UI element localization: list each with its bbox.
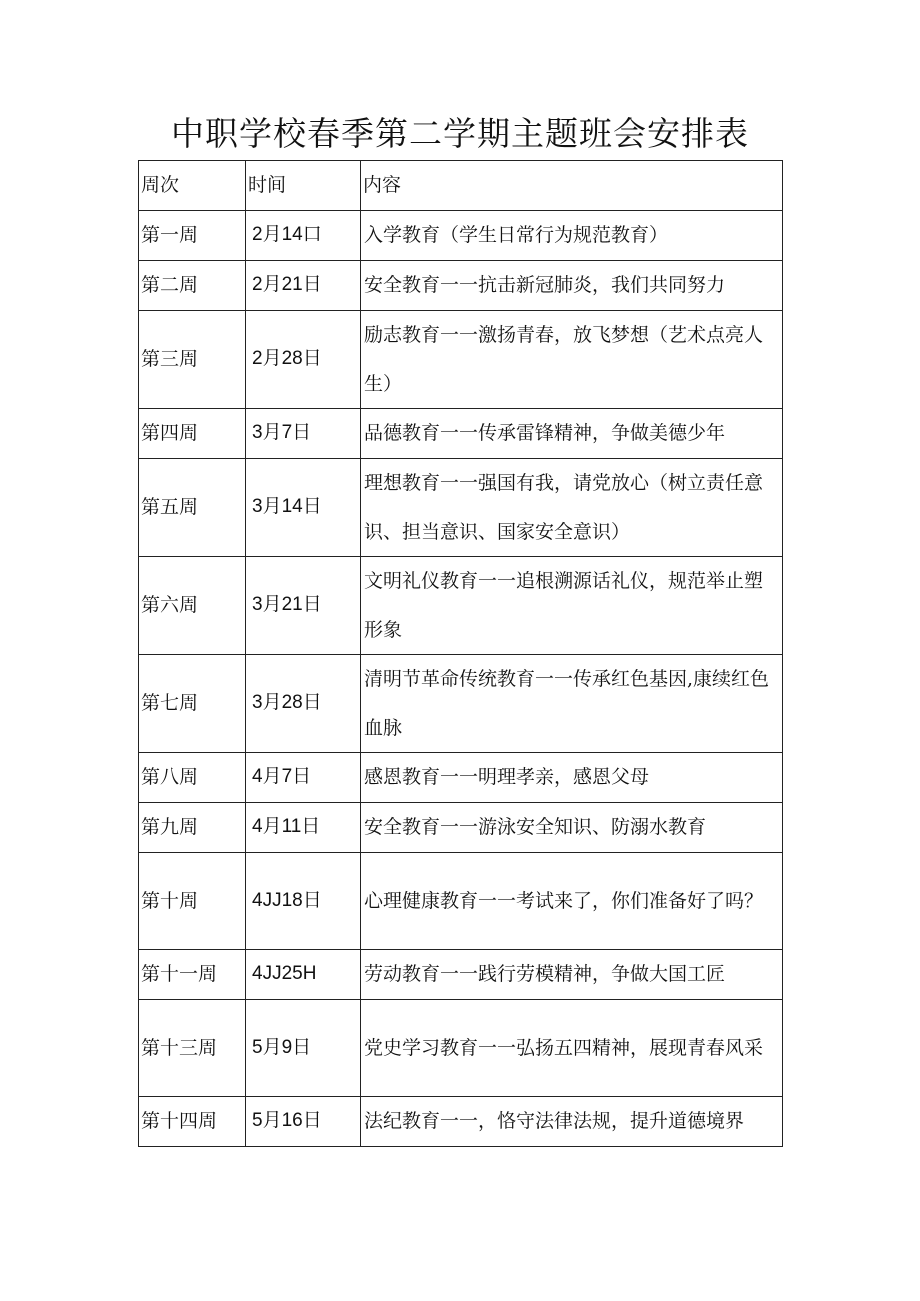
schedule-table xyxy=(138,160,783,1147)
week-cell: 第十四周 xyxy=(139,1097,246,1147)
content-cell: 入学教育（学生日常行为规范教育） xyxy=(361,211,783,261)
header-date: 时间 xyxy=(246,161,361,211)
date-cell: 3月7日 xyxy=(246,409,361,459)
date-cell: 5月9日 xyxy=(246,1000,361,1097)
table-row xyxy=(139,557,783,655)
date-cell: 4JJ25H xyxy=(246,950,361,1000)
content-cell: 励志教育一一激扬青春，放飞梦想（艺术点亮人生） xyxy=(361,311,783,409)
date-cell: 4月7日 xyxy=(246,753,361,803)
content-cell: 党史学习教育一一弘扬五四精神，展现青春风采 xyxy=(361,1000,783,1097)
date-cell: 4月11日 xyxy=(246,803,361,853)
date-cell: 3月21日 xyxy=(246,557,361,655)
week-cell: 第六周 xyxy=(139,557,246,655)
date-cell: 4JJ18日 xyxy=(246,853,361,950)
week-cell: 第十三周 xyxy=(139,1000,246,1097)
date-cell: 2月28日 xyxy=(246,311,361,409)
content-cell: 清明节革命传统教育一一传承红色基因,康续红色血脉 xyxy=(361,655,783,753)
page-title: 中职学校春季第二学期主题班会安排表 xyxy=(171,114,749,153)
week-cell: 第十周 xyxy=(139,853,246,950)
table-row xyxy=(139,853,783,950)
table-header-row xyxy=(139,161,783,211)
content-cell: 劳动教育一一践行劳模精神，争做大国工匠 xyxy=(361,950,783,1000)
date-cell: 3月28日 xyxy=(246,655,361,753)
week-cell: 第十一周 xyxy=(139,950,246,1000)
header-content: 内容 xyxy=(361,161,783,211)
week-cell: 第四周 xyxy=(139,409,246,459)
content-cell: 安全教育一一抗击新冠肺炎，我们共同努力 xyxy=(361,261,783,311)
table-row xyxy=(139,753,783,803)
week-cell: 第五周 xyxy=(139,459,246,557)
table-row xyxy=(139,803,783,853)
content-cell: 心理健康教育一一考试来了，你们准备好了吗？ xyxy=(361,853,783,950)
content-cell: 感恩教育一一明理孝亲，感恩父母 xyxy=(361,753,783,803)
header-week: 周次 xyxy=(139,161,246,211)
table-row xyxy=(139,459,783,557)
table-row xyxy=(139,1000,783,1097)
table-row xyxy=(139,655,783,753)
table-row xyxy=(139,1097,783,1147)
table-row xyxy=(139,311,783,409)
table-row xyxy=(139,261,783,311)
week-cell: 第一周 xyxy=(139,211,246,261)
date-cell: 3月14日 xyxy=(246,459,361,557)
week-cell: 第九周 xyxy=(139,803,246,853)
table-row xyxy=(139,950,783,1000)
date-cell: 5月16日 xyxy=(246,1097,361,1147)
table-row xyxy=(139,211,783,261)
week-cell: 第七周 xyxy=(139,655,246,753)
week-cell: 第八周 xyxy=(139,753,246,803)
content-cell: 安全教育一一游泳安全知识、防溺水教育 xyxy=(361,803,783,853)
table-row xyxy=(139,409,783,459)
content-cell: 理想教育一一强国有我，请党放心（树立责任意识、担当意识、国家安全意识） xyxy=(361,459,783,557)
content-cell: 文明礼仪教育一一追根溯源话礼仪，规范举止塑形象 xyxy=(361,557,783,655)
content-cell: 法纪教育一一，恪守法律法规，提升道德境界 xyxy=(361,1097,783,1147)
content-cell: 品德教育一一传承雷锋精神，争做美德少年 xyxy=(361,409,783,459)
date-cell: 2月14口 xyxy=(246,211,361,261)
date-cell: 2月21日 xyxy=(246,261,361,311)
week-cell: 第三周 xyxy=(139,311,246,409)
week-cell: 第二周 xyxy=(139,261,246,311)
